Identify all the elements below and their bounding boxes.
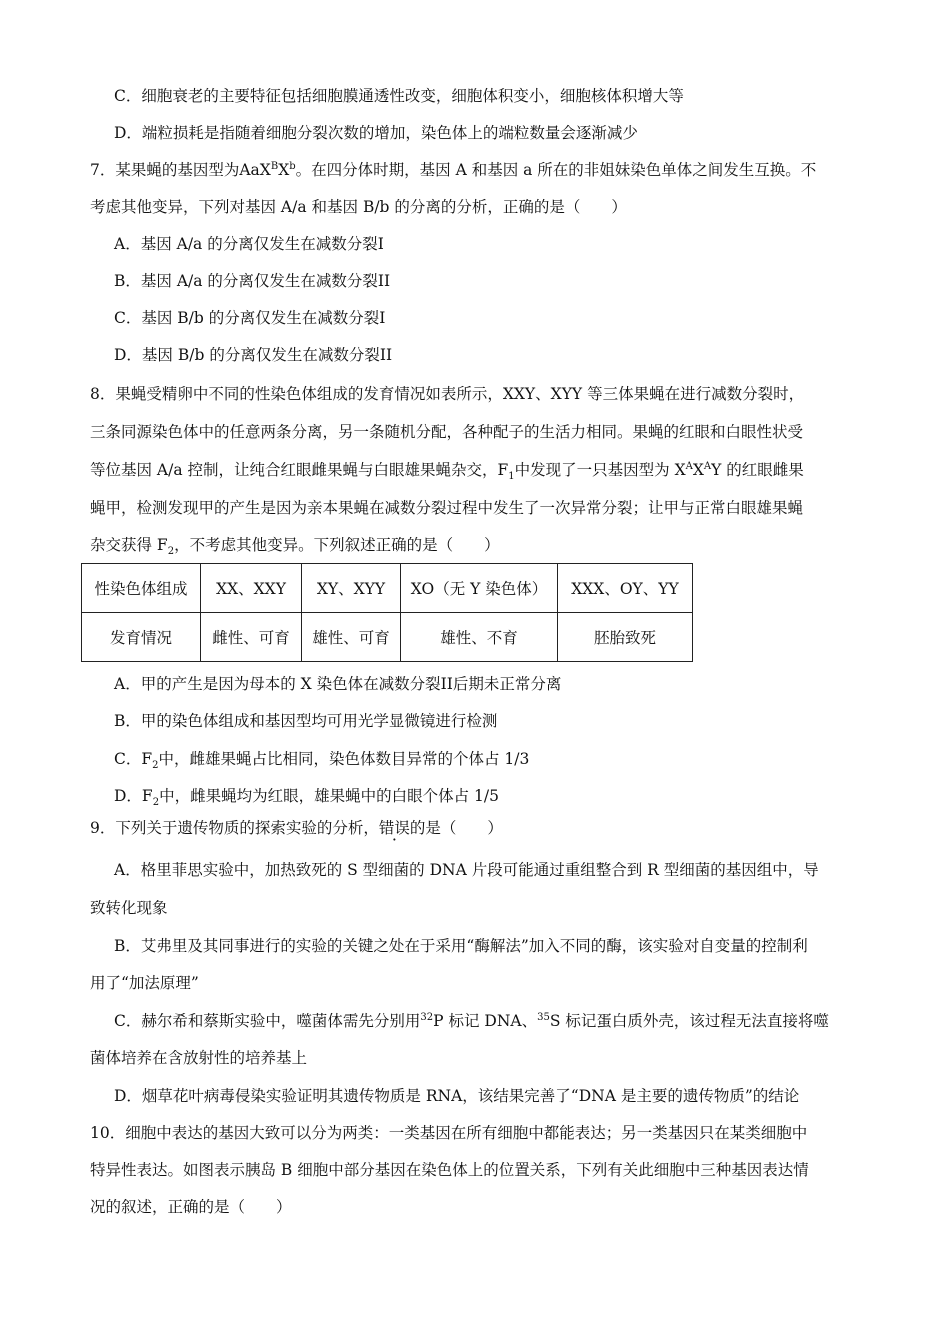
table-cell: 雌性、可育: [201, 613, 302, 662]
sex-chromosome-table: [81, 563, 693, 662]
q7-option-d: D．基因 B/b 的分离仅发生在减数分裂II: [114, 346, 393, 364]
q9-option-d: D．烟草花叶病毒侵染实验证明其遗传物质是 RNA，该结果完善了“DNA 是主要的遗传物质”的结论: [114, 1087, 800, 1105]
q8-option-c: C．$F_2$中，雌雄果蝇占比相同，染色体数目异常的个体占 1/3: [114, 750, 530, 772]
q9-option-a-line1: A．格里菲思实验中，加热致死的 S 型细菌的 DNA 片段可能通过重组整合到 R 型细菌的基因组中，导: [114, 861, 819, 879]
q8-option-a: A．甲的产生是因为母本的 X 染色体在减数分裂II后期未正常分离: [114, 675, 562, 693]
table-cell: XY、XYY: [302, 564, 401, 613]
table-cell: 胚胎致死: [558, 613, 693, 662]
q8-stem-line5: 杂交获得 $F_2$，不考虑其他变异。下列叙述正确的是（ ）: [90, 536, 500, 558]
q6-option-d: D．端粒损耗是指随着细胞分裂次数的增加，染色体上的端粒数量会逐渐减少: [114, 124, 638, 142]
q6-option-c: C．细胞衰老的主要特征包括细胞膜通透性改变，细胞体积变小，细胞核体积增大等: [114, 87, 684, 105]
q9-option-b-line1: B．艾弗里及其同事进行的实验的关键之处在于采用“酶解法”加入不同的酶，该实验对自变量的控制利: [114, 937, 808, 955]
q8-option-d: D．$F_2$中，雌果蝇均为红眼，雄果蝇中的白眼个体占 1/5: [114, 787, 499, 809]
q9-option-c-line1: C．赫尔希和蔡斯实验中，噬菌体需先分别用$^{32}$P 标记 DNA、$^{35}$S 标记蛋白质外壳，该过程无法直接将噬: [114, 1011, 829, 1030]
q7-option-c: C．基因 B/b 的分离仅发生在减数分裂I: [114, 309, 386, 327]
q7-option-b: B．基因 A/a 的分离仅发生在减数分裂II: [114, 272, 391, 290]
table-cell: XXX、OY、YY: [558, 564, 693, 613]
q8-stem-line3: 等位基因 A/a 控制，让纯合红眼雌果蝇与白眼雄果蝇杂交，$F_1$中发现了一只基因型为 $X^AX^AY$ 的红眼雌果: [90, 460, 804, 483]
q9-option-b-line2: 用了“加法原理”: [90, 974, 199, 992]
q8-stem-line1: 8．果蝇受精卵中不同的性染色体组成的发育情况如表所示，XXY、XYY 等三体果蝇在进行减数分裂时，: [90, 385, 805, 403]
q7-option-a: A．基因 A/a 的分离仅发生在减数分裂I: [114, 235, 384, 253]
q8-stem-line4: 蝇甲，检测发现甲的产生是因为亲本果蝇在减数分裂过程中发生了一次异常分裂；让甲与正常白眼雄果蝇: [90, 499, 804, 517]
table-row: [82, 613, 693, 662]
q10-stem-line3: 况的叙述，正确的是（ ）: [90, 1198, 292, 1216]
table-cell: XO（无 Y 染色体）: [401, 564, 558, 613]
table-row: [82, 564, 693, 613]
table-cell: 发育情况: [82, 613, 201, 662]
emphasis-mark: 错误: [378, 819, 410, 837]
q9-option-a-line2: 致转化现象: [90, 899, 168, 917]
table-cell: XX、XXY: [201, 564, 302, 613]
table-cell: 性染色体组成: [82, 564, 201, 613]
table-cell: 雄性、不育: [401, 613, 558, 662]
q9-stem: 9．下列关于遗传物质的探索实验的分析，错误的是（ ）: [90, 819, 503, 837]
q8-stem-line2: 三条同源染色体中的任意两条分离，另一条随机分配，各种配子的生活力相同。果蝇的红眼和白眼性状受: [90, 423, 804, 441]
table-cell: 雄性、可育: [302, 613, 401, 662]
q8-option-b: B．甲的染色体组成和基因型均可用光学显微镜进行检测: [114, 712, 498, 730]
q7-stem-line2: 考虑其他变异，下列对基因 A/a 和基因 B/b 的分离的分析，正确的是（ ）: [90, 198, 627, 216]
q9-option-c-line2: 菌体培养在含放射性的培养基上: [90, 1049, 308, 1067]
q10-stem-line1: 10．细胞中表达的基因大致可以分为两类：一类基因在所有细胞中都能表达；另一类基因只在某类细胞中: [90, 1124, 808, 1142]
q10-stem-line2: 特异性表达。如图表示胰岛 B 细胞中部分基因在染色体上的位置关系，下列有关此细胞中三种基因表达情: [90, 1161, 809, 1179]
q7-stem-line1: 7．某果蝇的基因型为$AaX^BX^b$。在四分体时期，基因 A 和基因 a 所在的非姐妹染色单体之间发生互换。不: [90, 160, 817, 179]
